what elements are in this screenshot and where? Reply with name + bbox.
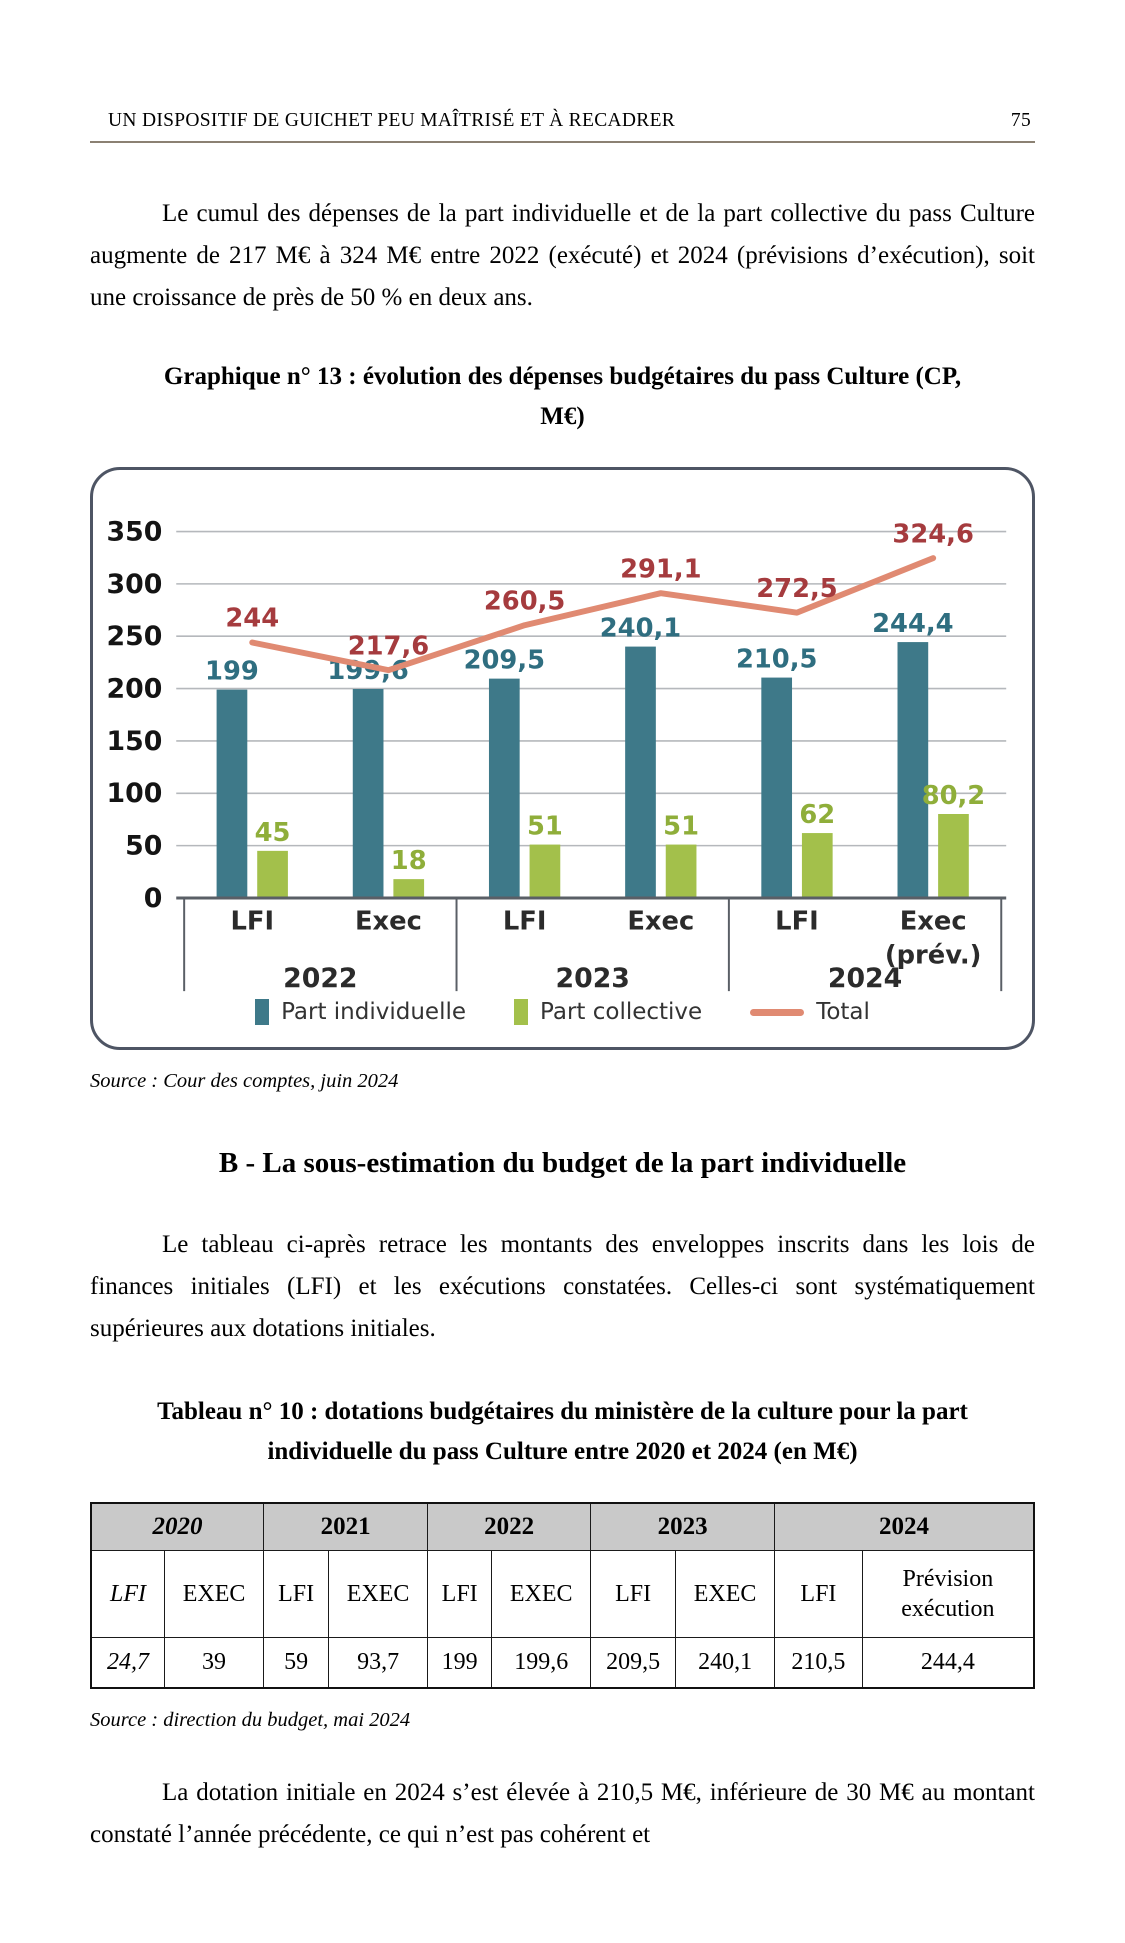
column-header: LFI [91, 1551, 165, 1638]
x-category-label: LFI [502, 906, 547, 937]
line-label: 260,5 [483, 586, 566, 617]
y-axis-tick: 0 [143, 882, 163, 914]
bar-label: 18 [390, 846, 427, 877]
value-cell: 244,4 [862, 1638, 1034, 1689]
section-heading: B - La sous-estimation du budget de la part individuelle [218, 1147, 907, 1180]
year-header: 2022 [428, 1503, 591, 1551]
bar-collective [802, 833, 833, 898]
bar-label: 62 [799, 800, 836, 831]
chart-legend [97, 997, 1028, 1033]
legend-swatch [514, 999, 528, 1025]
column-header: EXEC [492, 1551, 591, 1638]
y-axis-tick: 50 [125, 830, 163, 862]
bar-collective [393, 879, 424, 898]
year-header: 2023 [591, 1503, 775, 1551]
legend-item [255, 999, 466, 1025]
value-cell: 59 [264, 1638, 329, 1689]
value-cell: 240,1 [676, 1638, 775, 1689]
column-header: LFI [264, 1551, 329, 1638]
x-category-label-2: (prév.) [884, 940, 982, 971]
y-axis-tick: 300 [106, 568, 163, 600]
year-label: 2023 [555, 963, 630, 995]
legend-label: Part individuelle [281, 999, 467, 1026]
bar-individuelle [489, 679, 520, 898]
y-axis-tick: 150 [106, 725, 163, 757]
x-category-label: Exec [627, 906, 695, 937]
chart-source: Source : Cour des comptes, juin 2024 [90, 1070, 399, 1093]
chart [90, 467, 1035, 1050]
bar-collective [666, 845, 697, 898]
legend-label: Total [816, 999, 870, 1026]
bar-collective [938, 814, 969, 898]
page-header [90, 110, 1035, 143]
paragraph-dotation-2024: La dotation initiale en 2024 s’est élevée à 210,5 M€, inférieure de 30 M€ au montant constaté l’année précédente, ce qui n’est pas cohérent et [90, 1779, 1035, 1849]
x-category-label: Exec [354, 906, 422, 937]
table-title: Tableau n° 10 : dotations budgétaires du ministère de la culture pour la part individuelle du pass Culture entre 2020 et 2024 (en M€) [157, 1398, 968, 1466]
bar-label: 80,2 [921, 781, 986, 812]
year-header: 2024 [775, 1503, 1034, 1551]
bar-individuelle [217, 690, 248, 898]
bar-label: 244,4 [872, 609, 954, 640]
column-header: EXEC [329, 1551, 428, 1638]
y-axis-tick: 200 [106, 673, 163, 705]
bar-label: 210,5 [735, 644, 818, 675]
bar-label: 199,6 [327, 656, 409, 687]
line-label: 272,5 [756, 573, 838, 604]
bar-individuelle [898, 642, 929, 898]
page-number: 75 [1010, 110, 1031, 131]
value-cell: 39 [165, 1638, 264, 1689]
legend-swatch [750, 1009, 804, 1016]
bar-label: 45 [254, 817, 291, 848]
bar-label: 209,5 [463, 645, 546, 676]
bar-label: 199 [205, 656, 259, 687]
value-cell: 93,7 [329, 1638, 428, 1689]
running-title: UN DISPOSITIF DE GUICHET PEU MAÎTRISÉ ET À RECADRER [108, 110, 676, 131]
x-category-label: LFI [775, 906, 819, 937]
year-label: 2022 [283, 963, 358, 995]
bar-individuelle [353, 689, 384, 898]
value-cell: 24,7 [91, 1638, 165, 1689]
y-axis-tick: 100 [106, 778, 163, 810]
value-cell: 199,6 [492, 1638, 591, 1689]
line-label: 244 [225, 603, 280, 634]
x-category-label: LFI [230, 906, 275, 937]
column-header: EXEC [676, 1551, 775, 1638]
value-cell: 199 [428, 1638, 492, 1689]
value-cell: 210,5 [775, 1638, 863, 1689]
line-label: 217,6 [347, 631, 430, 662]
legend-swatch [255, 999, 269, 1025]
line-label: 291,1 [620, 554, 702, 585]
x-category-label: Exec [899, 906, 967, 937]
bar-collective [530, 845, 561, 898]
year-label: 2024 [827, 963, 903, 995]
chart-canvas [97, 482, 1028, 997]
paragraph-cumul-depenses: Le cumul des dépenses de la part individuelle et de la part collective du pass Culture augmente de 217 M€ à 324 M€ entre 2022 (exécuté) et 2024 (prévisions d’exécution), soit une croissance de près de 50 % en deux ans. [90, 200, 1035, 311]
y-axis-tick: 250 [106, 621, 163, 653]
column-header: LFI [591, 1551, 676, 1638]
chart-title: Graphique n° 13 : évolution des dépenses budgétaires du pass Culture (CP, M€) [163, 363, 962, 430]
legend-item [750, 999, 870, 1025]
column-header: LFI [775, 1551, 863, 1638]
bar-collective [257, 851, 288, 898]
value-cell: 209,5 [591, 1638, 676, 1689]
year-header: 2020 [91, 1503, 264, 1551]
legend-label: Part collective [540, 999, 703, 1026]
budget-table [90, 1502, 1035, 1689]
y-axis-tick: 350 [106, 516, 163, 548]
bar-label: 51 [526, 811, 563, 842]
line-label: 324,6 [892, 519, 974, 550]
bar-label: 51 [663, 811, 700, 842]
bar-individuelle [625, 647, 656, 898]
year-header: 2021 [264, 1503, 428, 1551]
column-header: LFI [428, 1551, 492, 1638]
legend-item [514, 999, 702, 1025]
paragraph-tableau-intro: Le tableau ci-après retrace les montants des enveloppes inscrits dans les lois de finances initiales (LFI) et les exécutions constatées. Celles-ci sont systématiquement supérieures aux dotations initiales. [90, 1231, 1035, 1343]
bar-individuelle [761, 678, 792, 898]
bar-label: 240,1 [599, 613, 682, 644]
table-source: Source : direction du budget, mai 2024 [90, 1709, 411, 1732]
column-header: Prévision exécution [862, 1551, 1034, 1638]
column-header: EXEC [165, 1551, 264, 1638]
